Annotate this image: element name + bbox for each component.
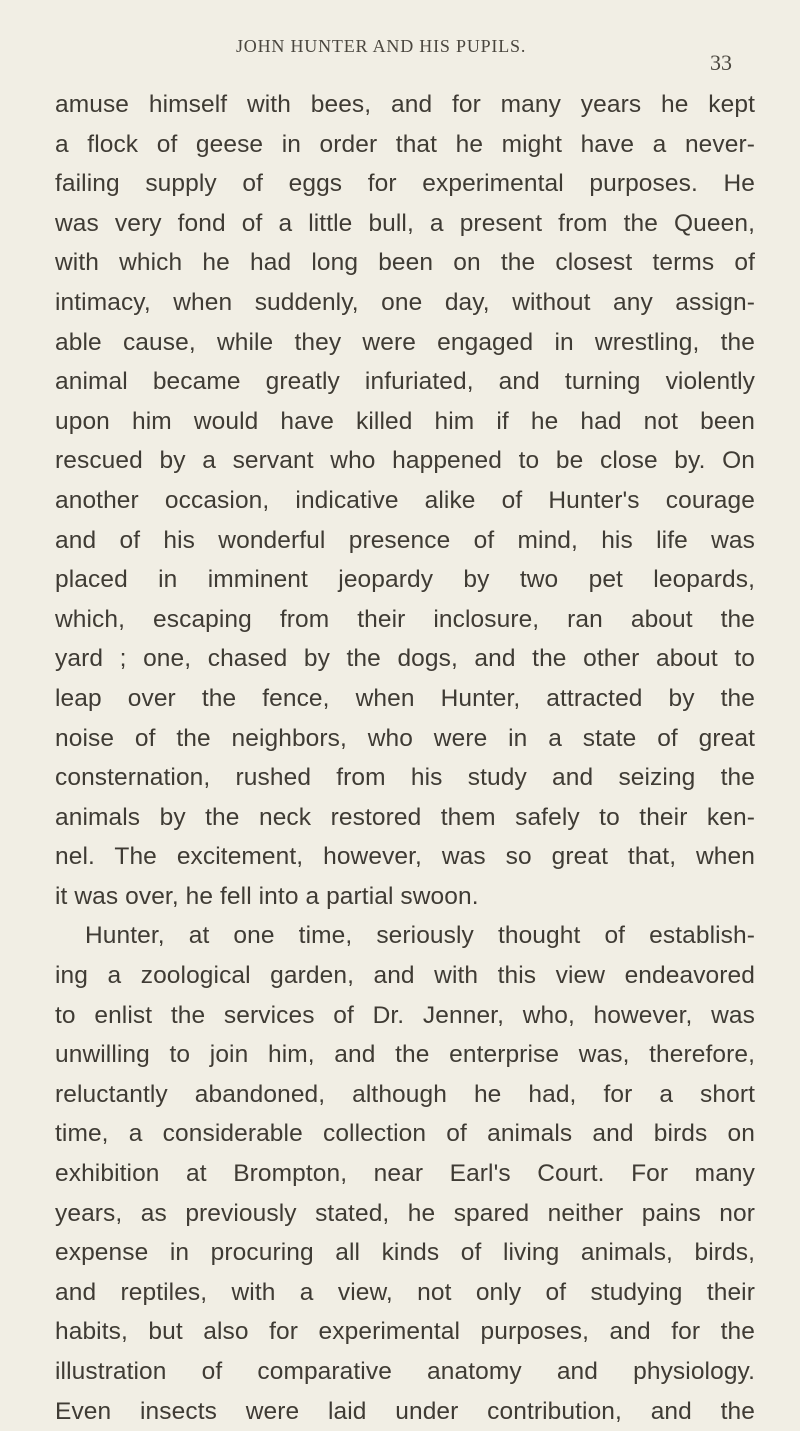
body-text — [55, 85, 755, 1431]
text-line: upon him would have killed him if he had not been — [55, 407, 755, 435]
text-line: to enlist the services of Dr. Jenner, who, however, was — [55, 1001, 755, 1029]
running-head — [0, 36, 800, 75]
text-line: placed in imminent jeopardy by two pet leopards, — [55, 566, 755, 594]
text-line: Even insects were laid under contribution, and the — [55, 1397, 755, 1425]
text-line: yard ; one, chased by the dogs, and the other about to — [55, 645, 755, 673]
text-line: with which he had long been on the closest terms of — [55, 249, 755, 277]
paragraph-start-line: Hunter, at one time, seriously thought of establish- — [85, 922, 755, 950]
text-line: expense in procuring all kinds of living animals, birds, — [55, 1239, 755, 1267]
text-line: and of his wonderful presence of mind, his life was — [55, 526, 755, 554]
text-line: able cause, while they were engaged in wrestling, the — [55, 328, 755, 356]
text-line: rescued by a servant who happened to be close by. On — [55, 447, 755, 475]
text-line: another occasion, indicative alike of Hunter's courage — [55, 486, 755, 514]
text-line: noise of the neighbors, who were in a state of great — [55, 724, 755, 752]
text-line: consternation, rushed from his study and seizing the — [55, 764, 755, 792]
text-line: leap over the fence, when Hunter, attracted by the — [55, 684, 755, 712]
text-line: years, as previously stated, he spared neither pains nor — [55, 1199, 755, 1227]
text-line: failing supply of eggs for experimental purposes. He — [55, 170, 755, 198]
text-line: a flock of geese in order that he might have a never- — [55, 130, 755, 158]
text-line: nel. The excitement, however, was so great that, when — [55, 843, 755, 871]
text-line: ing a zoological garden, and with this view endeavored — [55, 962, 755, 990]
text-line: unwilling to join him, and the enterprise was, therefore, — [55, 1041, 755, 1069]
text-line: illustration of comparative anatomy and physiology. — [55, 1358, 755, 1385]
text-line: animals by the neck restored them safely to their ken- — [55, 803, 755, 831]
text-line: animal became greatly infuriated, and turning violently — [55, 368, 755, 396]
paragraph-end-line: it was over, he fell into a partial swoon. — [55, 882, 479, 910]
text-line: reluctantly abandoned, although he had, for a short — [55, 1080, 755, 1108]
text-line: which, escaping from their inclosure, ran about the — [55, 605, 755, 633]
text-line: was very fond of a little bull, a present from the Queen, — [55, 209, 755, 237]
text-line: exhibition at Brompton, near Earl's Court. For many — [55, 1160, 755, 1188]
page-number: 33 — [710, 50, 732, 75]
text-line: time, a considerable collection of animals and birds on — [55, 1120, 755, 1148]
text-line: amuse himself with bees, and for many years he kept — [55, 91, 755, 118]
running-title: JOHN HUNTER AND HIS PUPILS. — [236, 36, 527, 56]
text-line: intimacy, when suddenly, one day, without any assign- — [55, 288, 755, 316]
text-line: and reptiles, with a view, not only of studying their — [55, 1278, 755, 1306]
text-line: habits, but also for experimental purposes, and for the — [55, 1318, 755, 1346]
